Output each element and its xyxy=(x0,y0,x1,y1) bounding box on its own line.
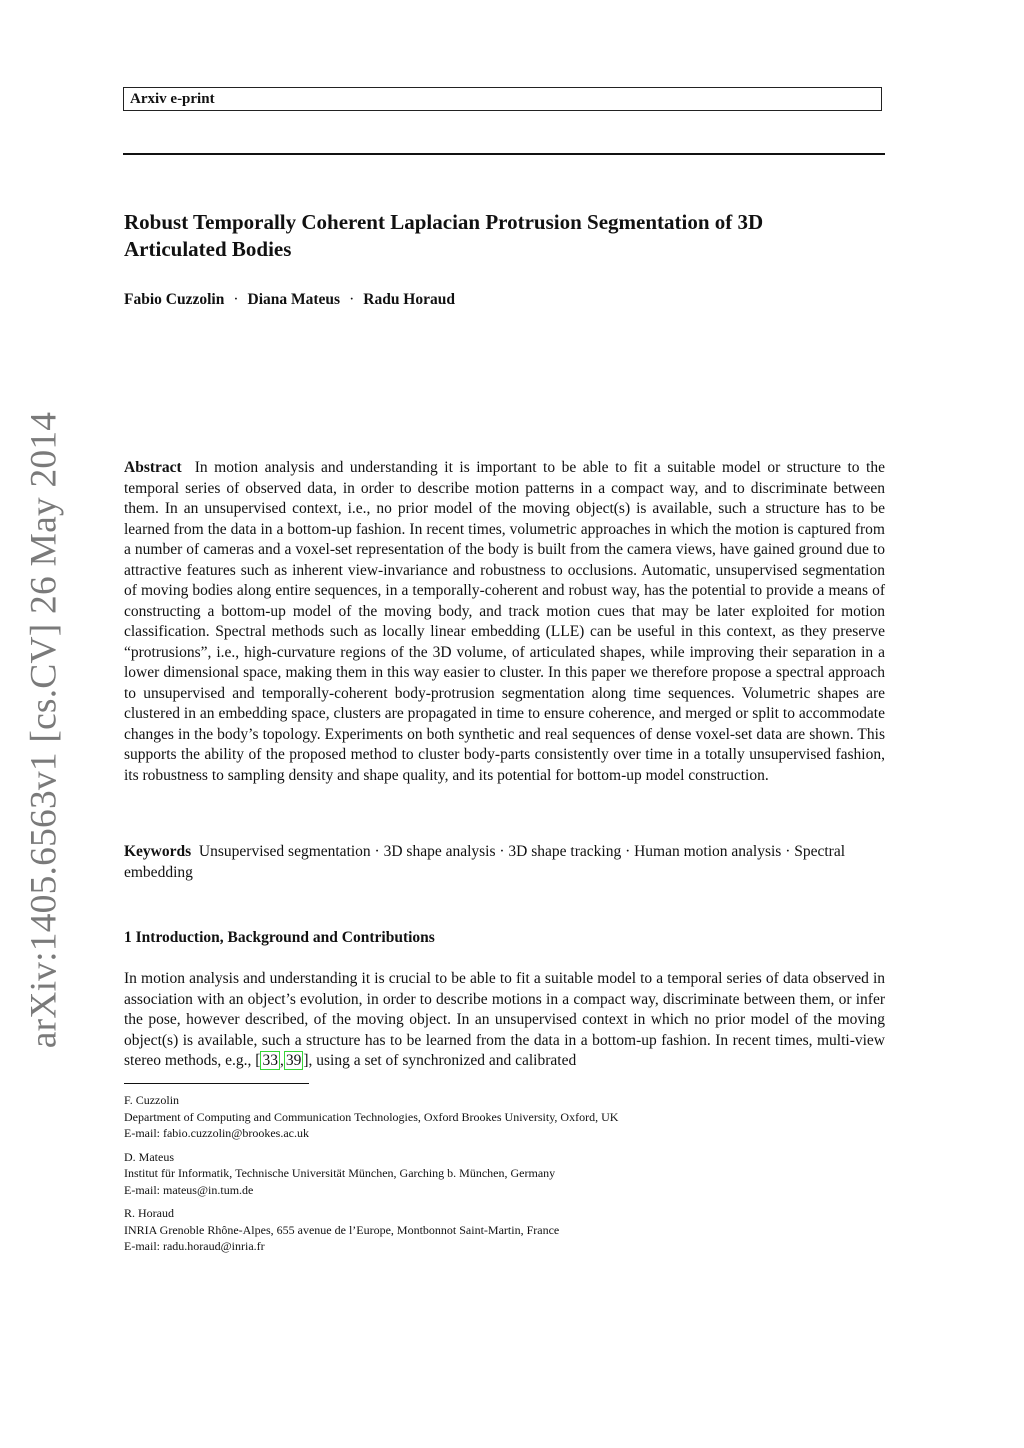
keywords xyxy=(124,842,885,883)
abstract xyxy=(124,458,885,786)
arxiv-identifier: arXiv:1405.6563v1 [cs.CV] 26 May 2014 xyxy=(23,411,65,1049)
citation-separator: , xyxy=(279,1052,284,1069)
affiliation-name: R. Horaud xyxy=(124,1206,174,1220)
intro-paragraph xyxy=(124,969,885,1072)
author-separator: · xyxy=(349,291,355,308)
affiliation-name: F. Cuzzolin xyxy=(124,1093,180,1107)
affiliation-name: D. Mateus xyxy=(124,1149,174,1164)
affiliation-department: INRIA Grenoble Rhône-Alpes, 655 avenue de l’Europe, Montbonnot Saint-Martin, France xyxy=(124,1222,560,1237)
author-list xyxy=(124,291,455,309)
affiliation xyxy=(124,1149,885,1199)
abstract-text: In motion analysis and understanding it is important to be able to fit a suitable model or structure to the temporal series of observed data, in order to describe motion patterns in a compact way, and to discriminate between them. In an unsupervised context, i.e., no prior model of the moving object(s) is available, such a structure has to be learned from the data in a bottom-up fashion. In recent times, volumetric approaches in which the motion is captured from a number of cameras and a voxel-set representation of the body is built from the camera views, have gained ground due to attractive features such as inherent view-invariance and robustness to occlusions. Automatic, unsupervised segmentation of moving bodies along entire sequences, in a temporally-coherent and robust way, has the potential to provide a means of constructing a bottom-up model of the moving body, and track motion cues that may be later exploited for motion classification. Spectral methods such as locally linear embedding (LLE) can be useful in this context, as they preserve “protrusions”, i.e., high-curvature regions of the 3D volume, of articulated shapes, while improving their separation in a lower dimensional space, making them in this way easier to cluster. In this paper we therefore propose a spectral approach to unsupervised and temporally-coherent body-protrusion segmentation along time sequences. Volumetric shapes are clustered in an embedding space, clusters are propagated in time to ensure coherence, and merged or split to accommodate changes in the body’s topology. Experiments on both synthetic and real sequences of dense voxel-set data are shown. This supports the ability of the proposed method to cluster body-parts consistently over time in a totally unsupervised fashion, its robustness to sampling density and shape quality, and its potential for bottom-up model construction. xyxy=(124,459,885,784)
intro-text-continued: ], using a set of synchronized and calibrated xyxy=(303,1052,577,1069)
citation-link[interactable]: 33 xyxy=(262,1052,278,1069)
title-rule xyxy=(123,153,885,155)
journal-header: Arxiv e-print xyxy=(123,87,882,111)
abstract-label: Abstract xyxy=(124,459,182,476)
footnote-rule xyxy=(124,1083,309,1084)
intro-text: In motion analysis and understanding it is crucial to be able to fit a suitable model to a temporal series of data observed in association with an object’s evolution, in order to describe motions in a compact way, discriminate between them, or infer the pose, however described, of the moving object. In an unsupervised context in which no prior model of the moving object(s) is available, such a structure has to be learned from the data in a bottom-up fashion. In recent times, multi-view stereo methods, e.g., [ xyxy=(124,970,885,1069)
affiliation xyxy=(124,1205,885,1255)
affiliation-email: E-mail: fabio.cuzzolin@brookes.ac.uk xyxy=(124,1126,309,1140)
keywords-label: Keywords xyxy=(124,843,192,860)
footnotes xyxy=(124,1092,885,1262)
affiliation xyxy=(124,1092,885,1142)
paper-title: Robust Temporally Coherent Laplacian Protrusion Segmentation of 3D Articulated Bodies xyxy=(124,210,764,261)
author-name: Radu Horaud xyxy=(363,291,455,308)
affiliation-email: E-mail: mateus@in.tum.de xyxy=(124,1182,254,1197)
section-heading: 1 Introduction, Background and Contributions xyxy=(124,929,435,946)
author-separator: · xyxy=(233,291,239,308)
author-name: Fabio Cuzzolin xyxy=(124,291,225,308)
citation-link[interactable]: 39 xyxy=(285,1052,302,1069)
affiliation-department: Department of Computing and Communication Technologies, Oxford Brookes University, Oxford, UK xyxy=(124,1109,619,1124)
author-name: Diana Mateus xyxy=(247,291,341,308)
affiliation-department: Institut für Informatik, Technische Universität München, Garching b. München, Germany xyxy=(124,1166,556,1180)
keywords-text: Unsupervised segmentation · 3D shape analysis · 3D shape tracking · Human motion analysis · Spectral embedding xyxy=(124,843,846,881)
affiliation-email: E-mail: radu.horaud@inria.fr xyxy=(124,1239,265,1253)
